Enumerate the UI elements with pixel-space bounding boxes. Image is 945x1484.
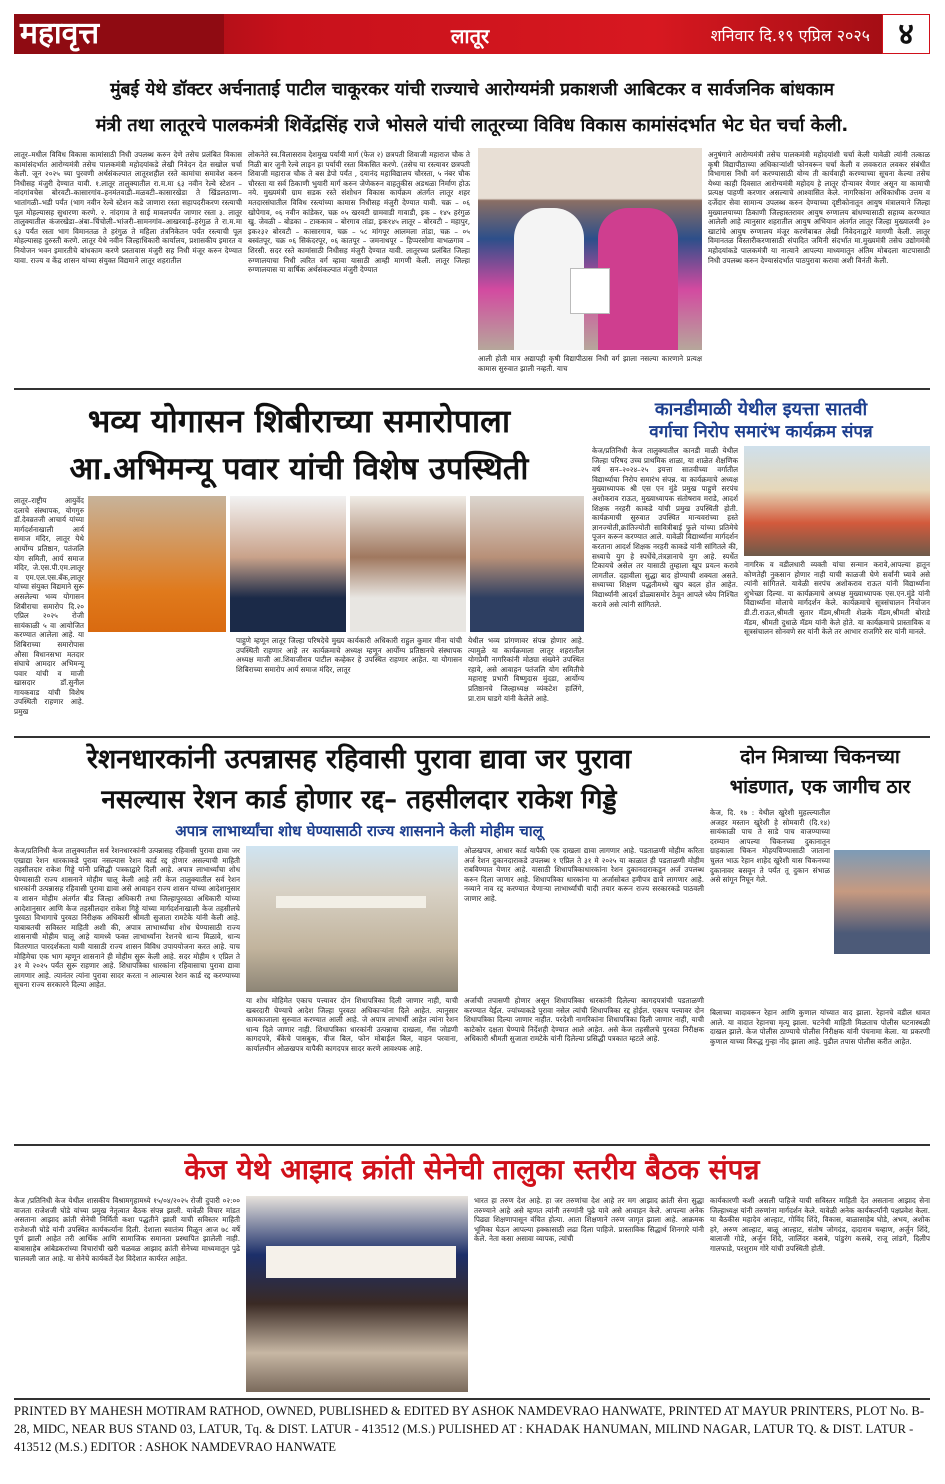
article1-headline-line2: मंत्री तथा लातूरचे पालकमंत्री शिवेंद्रसिंह राजे भोसले यांची लातूरच्या विविध विकास कामांसंदर्भात भेट घेत चर्चा केली. xyxy=(95,115,849,136)
portrait-photo-1 xyxy=(88,496,226,632)
article6-col-right: कार्यकारणी कशी असली पाहिजे याची सविस्तर माहिती देत असताना आझाद सेना जिल्हाध्यक्ष यांनी तरुणांना मार्गदर्शन केले. यावेळी अनेक कार्यकर्त्यांनी पक्षप्रवेश केला. या बैठकीस महादेव आल्हाट, गोविंद शिंदे, विकास, बाळासाहेब घोडे, अभय, अशोक हरे, अरुण आल्हाट, बाळू आल्हाट, संतोष जोगदंड, दादाराव चव्हाण, अर्जुन शिंदे, बालाजी गोडे, अर्जुन शिंदे, जालिंदर कसबे, पांडुरंग कसबे, राजू लांडगे, दिलीप गालफाडे, परशुराम गोरे यांची उपस्थिती होती. xyxy=(710,1196,930,1253)
banner xyxy=(266,1246,456,1278)
article2-col-left: लातूर–राष्ट्रीय आयुर्वेद दलाचे संस्थापक, योगगुरु डॉ.देवव्रतजी आचार्य यांच्या मार्गदर्शनाखाली आर्य समाज मंदिर, लातूर येथे आर्योग्य प्रतिष्ठान, पतंजलि योग समिती, आर्य समाज मंदिर, जे.एस.पी.एम.लातूर व एम.एल.एस.बँक,लातूर यांच्या संयुक्त विद्यमाने सुरू असलेल्या भव्य योगासन शिबीराचा समारोप दि.२० एप्रिल २०२५ रोजी सायंकाळी ५ वा आयोजित करण्यात आलेला आहे. या शिबिराच्या समारोपास औसा विधानसभा मतदार संघाचे आमदार अभिमन्यू पवार यांची व माजी खासदार डॉ.सुनील गायकवाड यांची विशेष उपस्थिती राहणार आहे. प्रमुख xyxy=(14,496,84,717)
article6-headline: केज येथे आझाद क्रांती सेनेची तालुका स्तरीय बैठक संपन्न xyxy=(184,1153,760,1186)
article4-headline-line2: नसल्यास रेशन कार्ड होणार रद्द– तहसीलदार राकेश गिड्डे xyxy=(101,785,617,815)
article1-col1: लातूर–मधील विविध विकास कामांसाठी निधी उपलब्ध करुन देणे तसेच प्रलंबित विकास कामांसंदर्भात आरोग्यमंत्री तसेच पालकमंत्री महोदयांकडे लेखी निवेदन देत सखोल चर्चा केली. जून २०२५ च्या पुरवणी अर्थसंकल्पात लातूरशहील रस्ते कामांचा समावेश करुन निधीसह मंजुरी देण्यात यावी. १.लातूर तालुक्यातील रा.म.मा ६३ नवीन रेल्वे स्टेशन – नांदगांवचेस बोरवटी–कासारगांव–हनमंतवाडी–मळवटी–कासारखेडा ते खिंडलठाणा–भातांगळी–भडी पर्यंत (भाग नवीन रेल्वे स्टेशन कडे जाणारा रस्ता सहापदरीकरण रस्त्याची पूल मोहल्यासह सुधारणा करणे. २. नांदगाव ते साई मावलपर्यंत जाणार रस्ता ३. लातूर तालुक्यातील कंजरखेडा–अंबा–चिंचोली–भांजरी–सामनगांव–आखरवाई–हरंगुळ ते रा.म.मा ६३ पर्यंत रस्ता भाग विमानतळ ते हरंगुळ ते महिला तंत्रनिकेतन पर्यंत रस्त्याची पूल मोहल्यासह दुरुस्ती करणे. लातूर येथे नवीन जिल्हाधिकारी कार्यालय, प्रशासकीय इमारत व नियोजन भवन इमारतीचे बांधकाम करणे प्रस्तावास मंजुरी सह निधी मंजूर करुन देण्यात यावा. राज्य व केंद्र शासन यांच्या संयुक्त विद्यमाने लातूर शहरातील xyxy=(14,150,242,265)
article2-col-mid2: येथील भव्य प्रांगणावर संपन्न होणार आहे. त्यामुळे या कार्यक्रमाला लातूर शहरातील योगप्रेमी नागरिकांनी मोठ्या संख्येने उपस्थित रहावे, असे आवाहन पतंजलि योग समितीचे महाराष्ट्र प्रभारी विष्णुदास मुंदडा, आर्योग्य प्रतिष्ठानचे जिल्हाध्यक्ष व्यंकटेश हालिंगे, प्रा.राम घाडगे यांनी केलेले आहे. xyxy=(468,636,584,703)
article5-col-bottom: बिलाच्या वादावरून रेहान आणि कुणाल यांच्यात वाद झाला. रेहानचे वडील धावत आले. या वादात रेहानचा मृत्यू झाला. घटनेची माहिती मिळताच पोलीस घटनास्थळी दाखल झाले. केज पोलीस ठाण्याचे पोलीस निरीक्षक यांनी पंचनामा केला. या प्रकरणी कुणाल याच्या विरुद्ध गुन्हा नोंद झाला आहे. पुढील तपास पोलीस करीत आहेत. xyxy=(710,1008,930,1046)
article1-photo xyxy=(478,148,702,350)
article3-col-left: केज/प्रतिनिधी केज तालुक्यातील कानडी माळी येथील जिल्हा परिषद उच्च प्राथमिक शाळा, या शाळेत शैक्षणिक वर्ष सन–२०२४–२५ इयत्ता सातवीच्या वर्गातील विद्यार्थ्याचा निरोप समारंभ संपन्न. या कार्यक्रमाचे अध्यक्ष मुख्याध्यापक श्री एस एन मुंडे प्रमुख पाहुणे सरपंच अशोकराव राऊत, मुख्याध्यापक संतोषराव मराडे, आदर्श शिक्षक नरहरी काकडे यांची प्रमुख उपस्थिती होती. कार्यक्रमाची सुरुवात उपस्थित मान्यवरांच्या हस्ते ज्ञानज्योती,क्रांतिज्योती सावित्रीबाई फुले यांच्या प्रतिमेचे पूजन करून करण्यात आले. यावेळी विद्यार्थ्यांना मार्गदर्शन करताना आदर्श शिक्षक नरहरी काकडे यांनी सांगितले की, सध्याचे युग हे स्पर्धेचे,तंत्रज्ञानाचे युग आहे. स्पर्धेत टिकायचे असेल तर यासाठी तुम्हाला खूप प्रयत्न करावे लागतील. दहावीला सुद्धा बाद होण्याची शक्यता असते. सध्याच्या शिक्षण पद्धतीमध्ये खुप बदल होत आहेत. विद्यार्थ्यांनी आदर्श डोळ्यासमोर ठेवून आपले ध्येय निश्चित करावे असे त्यांनी सांगितले. xyxy=(592,446,738,609)
divider xyxy=(14,736,930,738)
article6-photo xyxy=(246,1196,468,1392)
article2-headline-line1: भव्य योगासन शिबीराच्या समारोपाला xyxy=(87,402,511,440)
article3-col-right: नागरिक व वडीलधारी व्यक्ती यांचा सन्मान करावे,आपल्या हातून कोणतेही नुकसान होणार नाही याची काळजी घेणे सर्वांनी घ्यावे असे त्यांनी सांगितले. यावेळी सरपंच अशोकराव राऊत यांनी विद्यार्थ्यांना शुभेच्छा दिल्या. या कार्यक्रमाचे अध्यक्ष मुख्याध्यापक एस.एन.मुंडे यांनी विद्यार्थ्यांना मोलाचे मार्गदर्शन केले. कार्यक्रमाचे सूत्रसंचालन नियोजन डी.टी.राऊत,श्रीमती सुतार मॅडम,श्रीमती शेळके मॅडम,श्रीमती बोराडे मॅडम, श्रीमती दुधाळे मॅडम यांनी केले होते. या कार्यक्रमाचे प्रास्ताविक व सूत्रसंचालन सोनवणे सर यांनी केले तर आभार राजगिरे सर यांनी मानले. xyxy=(744,560,930,637)
portrait-photo-3 xyxy=(350,496,466,632)
article4-col-mid-bot: या शोध मोहिमेत एकाच पत्त्यावर दोन शिधापत्रिका दिली जाणार नाही, याची खबरदारी घेण्याचे आदेश जिल्हा पुरवठा अधिकाऱ्यांना दिले आहेत. त्यानुसार कामकाजाला सुरुवात करण्यात आली आहे. जे अपात्र लाभार्थी आहेत त्यांना रेशन धान्य दिले जाणार नाही. शिधापत्रिका धारकांनी उत्पन्नाचा दाखला, गॅस जोडणी कागदपत्रे, बँकेचे पासबुक, वीज बिल, फोन मोबाईल बिल, वाहन परवाना, कार्यालयीन ओळखपत्र यापैकी कागदपत्र सादर करणे आवश्यक आहे. xyxy=(246,996,458,1053)
article6-col-left: केज /प्रतिनिधी केज येथील शासकीय विश्रामगृहामध्ये १५/०४/२०२५ रोजी दुपारी ०२:०० वाजता राजेशजी घोडे यांच्या प्रमुख नेतृत्वात बैठक संपन्न झाली. यावेळी विचार मांडत असताना आझाद क्रांती सेनेची निर्मिती कशा पद्धतीने झाली याची सविस्तर माहिती राजेशजी घोडे यांनी उपस्थित कार्यकर्त्यांना दिली. देशाला स्वातंत्र्य मिळून आज ७८ वर्षे पूर्ण झाली आहेत तरी आर्थिक आणि सामाजिक समानता प्रस्थापित झालेली नाही. बाबासाहेब आंबेडकरांच्या विचारांची खरी चळवळ आझाद क्रांती सेनेच्या माध्यमातून पुढे चालवली जात आहे. या सेनेचे कार्यकर्ते देश विदेशात कार्यरत आहेत. xyxy=(14,1196,240,1263)
divider xyxy=(14,1144,930,1146)
portrait-photo-2 xyxy=(230,496,346,632)
masthead xyxy=(0,0,945,58)
article5-col-top: केज, दि. १७ : येथील खुरेशी मुहल्ल्यातील अजहर मस्तान खुरेशी हे सोमवारी (दि.१४) सायंकाळी पाच ते साडे पाच वाजण्याच्या दरम्यान आपल्या चिकनच्या दुकानातून ग्राहकाला चिकन मोहयचिण्यासाठी जाताना चुलत भाऊ रेहान शाहेद खुरेशी यास चिकनच्या दुकानावर बसवून ते पर्यंत तू दुकान संभाळ असे सांगून निघून गेले. xyxy=(710,808,830,885)
article4-photo xyxy=(246,846,458,992)
article5-headline-line2: भांडणात, एक जागीच ठार xyxy=(729,776,911,798)
article4-headline-line1: रेशनधारकांनी उत्पन्नासह रहिवासी पुरावा द्यावा जर पुरावा xyxy=(86,744,632,775)
page-number: ४ xyxy=(882,14,930,54)
article3-headline-line1: कानडीमाळी येथील इयत्ता सातवी xyxy=(654,399,868,420)
article1-photo-caption: आली होती मात्र अद्यापही कृषी विद्यापीठास निधी वर्ग झाला नसल्या कारणाने प्रत्यक्ष कामास सुरुवात झाली नव्हती. याच xyxy=(478,354,702,373)
masthead-title: महावृत्त xyxy=(20,16,100,51)
article3-headline-line2: वर्गाचा निरोप समारंभ कार्यक्रम संपन्न xyxy=(649,422,873,442)
article4-col-left: केज/प्रतिनिधी केज तालुक्यातील सर्व रेशनधारकांनी उत्पन्नासह रहिवासी पुरावा द्यावा जर एखाद्या रेशन धारकाकडे पुरावा नसल्यास रेशन कार्ड रद्द होणार असल्याची माहिती तहसीलदार राकेश गिड्डे यांनी प्रसिद्धी पत्रकाद्वारे दिली आहे. अपात्र लाभार्थ्यांचा शोध घेण्यासाठी राज्य शासनाने मोहीम चालू केली आहे तरी केज तालुक्यातील सर्व रेशन धारकांनी उत्पन्नासह रहिवासी पुरावा द्यावा असे आवाहन राज्य शासन यांच्या आदेशानुसार व शासन मोहीम अंतर्गत बीड जिल्हा अधिकारी तथा जिल्हापुरवठा अधिकारी यांच्या आदेशानुसार आणि केज तहसीलदार राकेश गिड्डे यांच्या मार्गदर्शनाखाली केज तहसीलचे पुरवठा विभागाचे पुरवठा निरीक्षक अधिकारी श्रीमती सुजाता रामटेके यांनी केली आहे. याबाबतची सविस्तर माहिती अशी की, अपात्र लाभार्थ्यांचा शोध घेण्यासाठी राज्य शासनाची मोहीम चालू आहे यामध्ये फक्त लाभार्थ्यांना रेशनचे धान्य मिळावे, धान्य वितरणात पारदर्शकता यावी यासाठी राज्य शासन विविध उपाययोजना करत आहे. याच मोहिमेचा एक भाग म्हणून शासनाने ही मोहीम सुरू केली आहे. सदर मोहीम १ एप्रिल ते ३१ मे २०२५ पर्यंत सुरू राहणार आहे. शिधापत्रिका धारकांना रहिवासाचा पुरावा द्यावा लागणार आहे. त्यानंतर त्यांना पुरावा सादर करता न आल्यास रेशन कार्ड रद्द करण्याच्या सूचना राज्य सरकारने दिल्या आहेत. xyxy=(14,846,240,990)
article2-photo-strip xyxy=(88,496,584,632)
photo-document xyxy=(570,268,610,314)
building-sign xyxy=(276,896,426,908)
article3-photo xyxy=(744,446,930,556)
article4-col-mid-top: ओळखपत्र, आधार कार्ड यापैकी एक दाखला द्यावा लागणार आहे. पडताळणी मोहीम करिता अर्ज रेशन दुकानदाराकडे उपलब्ध १ एप्रिल ते ३१ मे २०२५ या काळात ही पडताळणी मोहीम राबविण्यात येणार आहे. यासाठी शिधापत्रिकाधारकांना रेशन दुकानदाराकडून अर्ज उपलब्ध करुन दिला जाणार आहे. शिधापत्रिका धारकांना या अर्जासोबत हमीपत्र द्यावे लागणार आहे. नव्याने नाव रद्द करण्यात येणाऱ्या लाभार्थ्यांची यादी तयार करून राज्य सरकारकडे पाठवली जाणार आहे. xyxy=(464,846,704,903)
article1-col2: लोकनेते स्व.विलासराव देशमुख पर्यायी मार्ग (फेज २) छत्रपती शिवाजी महाराज चौक ते निळी बार जुनी रेल्वे लाइन हा पर्यायी रस्ता विकसित करणे. (तसेच या रस्त्यावर छत्रपती शिवाजी महाराज चौक ते बस डेपो पर्यंत , दयानंद महाविद्यालय चौरस्ता, ५ नंबर चौक चौरस्ता या सर्व ठिकाणी भुयारी मार्ग करुन जेणेकरुन वाहतुकीस अडथळा निर्माण होऊ नये. मुख्यमंत्री ग्राम सडक रस्ते संशोधन विकास कार्यक्रम अंतर्गत लातूर शहर मतदारसंघातील विविध रस्त्यांच्या कामास निधीसह मंजुरी देण्यात यावी. चक्र – ०६ खोपेगाव, ०६ नवीन कांडेकर, चक्र ०५ खरवटी ग्रामवाडी गावाडी, इक – १४५ हरंगुळ खु. जेवळी – बोडका – टाककाव – बोरगाव तांडा, इक१४५ लातूर – बोरवटी – महापुर, इक२३२ बोरवटी – कासारगाव, चक्र – ५८ मांगपूर आलमला तांडा, चक्र – ०५ बस्वंतपूर, चक्र ०६ सिकंदरपूर, ०६ कातपूर – जमनाथपूर – हिप्परसोगा वाभळगाव – शिरसी. सदर रस्ते कामांसाठी निधीसह मंजुरी देण्यात यावी. लातूरच्या प्रलंबित जिल्हा रुग्णालयाचा निधी त्वरित वर्ग व्हावा यासाठी आम्ही मागणी केली. लातूर जिल्हा रुग्णालयास या वार्षिक अर्थसंकल्पात मंजुरी देण्यात xyxy=(248,150,470,275)
footer-rule xyxy=(14,1398,930,1400)
portrait-photo-4 xyxy=(470,496,584,632)
divider xyxy=(14,388,930,390)
photo-person-right xyxy=(598,208,678,350)
article5-headline-line1: दोन मित्राच्या चिकनच्या xyxy=(740,746,900,768)
article5-photo xyxy=(834,850,930,954)
masthead-date: शनिवार दि.१९ एप्रिल २०२५ xyxy=(710,26,870,45)
article2-headline-line2: आ.अभिमन्यू पवार यांची विशेष उपस्थिती xyxy=(69,451,529,487)
article1-headline-line1: मुंबई येथे डॉक्टर अर्चनाताई पाटील चाकूरकर यांची राज्याचे आरोग्यमंत्री प्रकाशजी आबिटकर व सार्वजनिक बांधकाम xyxy=(110,80,834,100)
article6-col-mid: भारत हा तरुण देश आहे. हा जर तरुणांचा देश आहे तर मग आझाद क्रांती सेना सुद्धा तरुण्याने आहे असे म्हणत त्यांनी तरुणांनी पुढे यावे असे आवाहन केले. आपल्या अनेक पिढ्या शिक्षणापासून वंचित होत्या. आता शिक्षणाने तरुण जागृत झाला आहे. आक्रमक भूमिका घेऊन आपल्या हक्कासाठी लढा दिला पाहिजे. प्रास्ताविक सिद्धार्थ शिनगारे यांनी केले. नेता कसा असावा व्यापक, त्यांची xyxy=(474,1196,704,1244)
article4-subhead: अपात्र लाभार्थ्यांचा शोध घेण्यासाठी राज्य शासनाने केली मोहीम चालू xyxy=(175,822,543,840)
article4-col-mid-right: अर्जाची तपासणी होणार असून शिधापत्रिका धारकांनी दिलेल्या कागदपत्रांची पडताळणी करण्यात येईल. ज्यांच्याकडे पुरावा नसेल त्यांची शिधापत्रिका रद्द होईल. एकाच पत्त्यावर दोन शिधापत्रिका दिल्या जाणार नाहीत. परदेशी नागरिकांना शिधापत्रिका दिली जाणार नाही, याची काटेकोर दक्षता घेण्याचे निर्देशही देण्यात आले आहेत. असे केज तहसीलचे पुरवठा निरीक्षक अधिकारी श्रीमती सुजाता रामटेके यांनी दिलेल्या प्रसिद्धी पत्रकात म्हटले आहे. xyxy=(464,996,704,1044)
article2-col-mid1: पाहुणे म्हणून लातूर जिल्हा परिषदेचे मुख्य कार्यकारी अधिकारी राहुल कुमार मीना यांची उपस्थिती राहणार आहे तर कार्यक्रमाचे अध्यक्ष म्हणून आर्योग्य प्रतिष्ठानचे संस्थापक अध्यक्ष माजी आ.शिवाजीराव पाटील कव्हेकर हे उपस्थित राहणार आहेत. या योगासन शिबिराच्या समारोप आर्य समाज मंदिर, लातूर xyxy=(236,636,462,674)
footer-imprint: PRINTED BY MAHESH MOTIRAM RATHOD, OWNED, PUBLISHED & EDITED BY ASHOK NAMDEVRAO HANWATE, PRINTED AT MAYUR PRINTERS, PLOT No. B-28, MIDC, NEAR BUS STAND 03, LATUR, Tq. & DIST. LATUR - 413512 (M.S.) PULISHED AT : KHADAK HANUMAN, MILIND NAGAR, LATUR TQ. & DIST. LATUR - 413512 (M.S.) EDITOR : ASHOK NAMDEVRAO HANWATE xyxy=(14,1404,924,1454)
article1-col4: अनुषंगाने आरोग्यमंत्री तसेच पालकमंत्री महोदयांशी चर्चा केली यावेळी त्यांनी तत्काळ कृषी विद्यापीठाच्या अधिकाऱ्यांशी फोनवरून चर्चा केली व लवकरात लवकर संबंधीत विभागास निधी वर्ग करण्यासाठी योग्य ती कार्यवाही करण्याच्या सूचना केल्या तसेच येथ्या काही दिवसात आरोग्यमंत्री महोदय हे लातूर दौऱ्यावर येणार असून या कामाची प्रत्यक्ष पाहणी करणार असल्याचे आश्वासित केले. नागरिकांना अधिकाधीक उत्तम व दर्जेदार सेवा सामान्य उपलब्ध करुन देण्याच्या दृष्टीकोनातून आयुष मंत्रालयाने जिल्हा मुख्यालयाच्या ठिकाणी जिल्हास्तरावर आयुष रुग्णालय बांधण्यासाठी सहाय्य करण्यात आलेली आहे त्यानुसार शहरातील आयुष अभियान अंतर्गत लातूर जिल्हा मुख्यालयी ३० खाटांचे आयुष रुग्णालय मंजूर करणेबाबत लेखी निवेदनाद्वारे मागणी केली. लातूर विमानतळ विस्तारीकरणासाठी संपादित जमिनी संदर्भात मा.मुख्यमंत्री तसेच उद्योगमंत्री महोदयांकडे पालकमंत्री या नात्याने आपल्या माध्यमातून अंतिम मोबदला वाटपासाठी निधी उपलब्ध करुन देण्यासंदर्भात पाठपुरावा करावा अशी विनंती केली. xyxy=(708,150,930,265)
masthead-city: लातूर xyxy=(450,24,490,48)
